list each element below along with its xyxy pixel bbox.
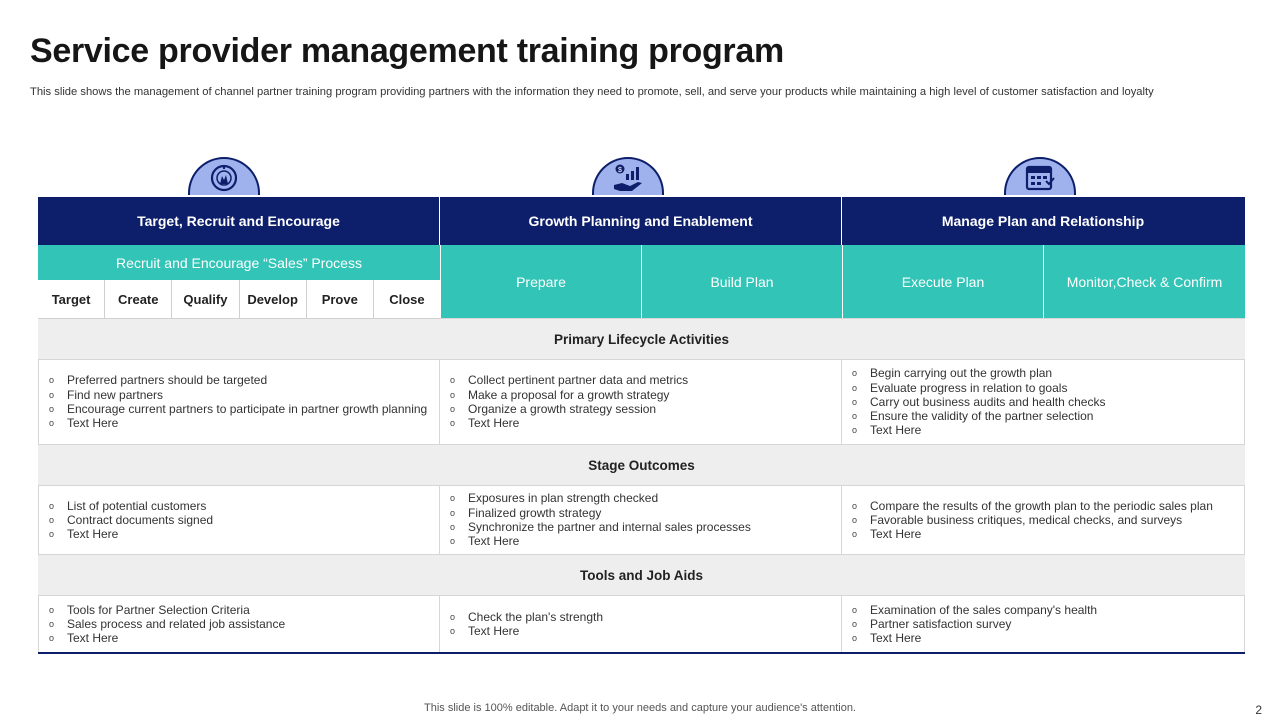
list-item-text: Partner satisfaction survey [870,616,1012,631]
bullet-icon: o [49,618,55,629]
calendar-icon [1004,157,1076,195]
bullet-icon: o [49,418,55,429]
list-item-text: Ensure the validity of the partner selection [870,409,1094,424]
bullet-icon: o [450,389,456,400]
list-item [49,499,439,513]
list-item-text: Text Here [870,631,922,646]
list-item-text: Carry out business audits and health checks [870,394,1106,409]
list-item-text: Finalized growth strategy [468,505,602,520]
list-item [852,366,1244,380]
list-item-text: Text Here [67,527,119,542]
bullet-icon: o [49,500,55,511]
list-item [852,409,1244,423]
phase-build-plan: Build Plan [641,245,842,318]
section-cell [440,486,842,554]
list-item [49,402,439,416]
bullet-icon: o [450,507,456,518]
list-item [852,423,1244,437]
list-item-text: Organize a growth strategy session [468,402,657,416]
list-item [852,527,1244,541]
list-item [852,513,1244,527]
section-cell [440,596,842,652]
process-steps [38,280,440,319]
list-item-text: Examination of the sales company's health [870,602,1098,617]
list-item [852,381,1244,395]
bullet-icon: o [450,522,456,532]
header-target-recruit: Target, Recruit and Encourage [38,197,440,245]
list-item [450,491,841,505]
list-item [450,373,841,387]
bullet-icon: o [450,493,456,504]
growth-chart-hand-icon [592,157,664,195]
bullet-icon: o [49,514,55,525]
bullet-icon: o [852,529,858,540]
list-item [49,373,439,387]
list-item-text: Collect pertinent partner data and metrics [468,373,689,388]
list-item [450,402,841,416]
footer-note: This slide is 100% editable. Adapt it to your needs and capture your audience's attention. [424,702,856,714]
bullet-icon: o [852,425,858,436]
page-number: 2 [1255,703,1262,717]
list-item [49,416,439,430]
list-item [49,388,439,402]
list-item-text: Find new partners [67,387,164,402]
bullet-icon: o [852,618,858,629]
section-cell [842,596,1245,652]
list-item [852,603,1244,617]
slide-subtitle: This slide shows the management of channel partner training program providing partners with the information they need to promote, sell, and serve your products while maintaining a high level of customer satisfaction and loyalty [30,86,1154,98]
table-bottom-rule [38,652,1245,654]
list-item-text: Contract documents signed [67,512,214,527]
list-item [450,416,841,430]
header-manage-plan: Manage Plan and Relationship [941,213,1145,229]
section-heading: Primary Lifecycle Activities [38,318,1245,360]
list-item-text: Make a proposal for a growth strategy [468,387,670,402]
section-cell [38,486,440,554]
list-item [49,631,439,645]
process-row [38,245,1245,318]
slide-title: Service provider management training program [30,32,784,70]
list-item [852,617,1244,631]
step-qualify: Qualify [172,280,239,318]
list-item-text: Favorable business critiques, medical checks, and surveys [870,512,1183,527]
list-item [450,520,841,534]
list-item [450,506,841,520]
list-item-text: Text Here [870,423,922,438]
list-item-text: Text Here [67,631,119,646]
bullet-icon: o [852,396,858,407]
section-row [38,596,1245,652]
list-item-text: Text Here [468,624,520,638]
header-row [38,197,1245,245]
section-heading: Stage Outcomes [38,444,1245,486]
list-item [450,610,841,624]
list-item [49,527,439,541]
list-item-text: Compare the results of the growth plan to the periodic sales plan [870,498,1213,513]
section-cell [842,360,1245,444]
list-item [49,617,439,631]
bullet-icon: o [450,375,456,386]
step-prove: Prove [307,280,374,318]
bullet-icon: o [852,500,858,511]
section-row [38,486,1245,554]
bullet-icon: o [852,382,858,393]
list-item-text: Synchronize the partner and internal sales processes [468,520,751,534]
list-item-text: List of potential customers [67,498,207,513]
svg-text:$: $ [618,167,622,174]
gauge-icon [188,157,260,195]
list-item-text: Begin carrying out the growth plan [870,366,1053,381]
list-item [852,395,1244,409]
header-growth-planning: Growth Planning and Enablement [440,197,842,245]
bullet-icon: o [450,418,456,429]
list-item [450,534,841,548]
list-item-text: Text Here [468,534,520,549]
list-item [852,499,1244,513]
bullet-icon: o [49,604,55,615]
bullet-icon: o [49,389,55,400]
bullet-icon: o [852,411,858,422]
bullet-icon: o [852,368,858,379]
bullet-icon: o [49,375,55,386]
list-item-text: Text Here [870,527,922,542]
list-item-text: Exposures in plan strength checked [468,491,659,506]
bullet-icon: o [49,404,55,414]
list-item [450,388,841,402]
bullet-icon: o [852,514,858,525]
list-item-text: Check the plan's strength [468,609,604,624]
list-item-text: Text Here [468,416,520,431]
bullet-icon: o [450,626,456,636]
section-cell [38,360,440,444]
bullet-icon: o [450,611,456,622]
bullet-icon: o [450,536,456,547]
bullet-icon: o [450,404,456,414]
list-item-text: Preferred partners should be targeted [67,373,268,388]
bullet-icon: o [852,633,858,644]
list-item-text: Encourage current partners to participate in partner growth planning [67,402,428,416]
bullet-icon: o [49,529,55,540]
bullet-icon: o [852,604,858,615]
step-create: Create [105,280,172,318]
step-develop: Develop [240,280,307,318]
recruit-process-block [38,245,440,318]
section-heading: Tools and Job Aids [38,554,1245,596]
section-cell [38,596,440,652]
step-close: Close [389,291,425,307]
section-cell [440,360,842,444]
phase-monitor-check-confirm: Monitor,Check & Confirm [1043,245,1245,318]
bullet-icon: o [49,633,55,644]
list-item [49,603,439,617]
list-item [852,631,1244,645]
list-item-text: Sales process and related job assistance [67,616,286,631]
step-target: Target [38,280,105,318]
sections-container [38,318,1245,652]
list-item-text: Tools for Partner Selection Criteria [67,602,250,617]
section-row [38,360,1245,444]
recruit-process-label: Recruit and Encourage “Sales” Process [38,245,440,280]
list-item [49,513,439,527]
phase-prepare: Prepare [440,245,641,318]
phase-execute-plan: Execute Plan [842,245,1043,318]
section-cell [842,486,1245,554]
list-item [450,624,841,638]
training-program-table [38,197,1245,654]
list-item-text: Evaluate progress in relation to goals [870,380,1068,395]
list-item-text: Text Here [67,416,119,431]
